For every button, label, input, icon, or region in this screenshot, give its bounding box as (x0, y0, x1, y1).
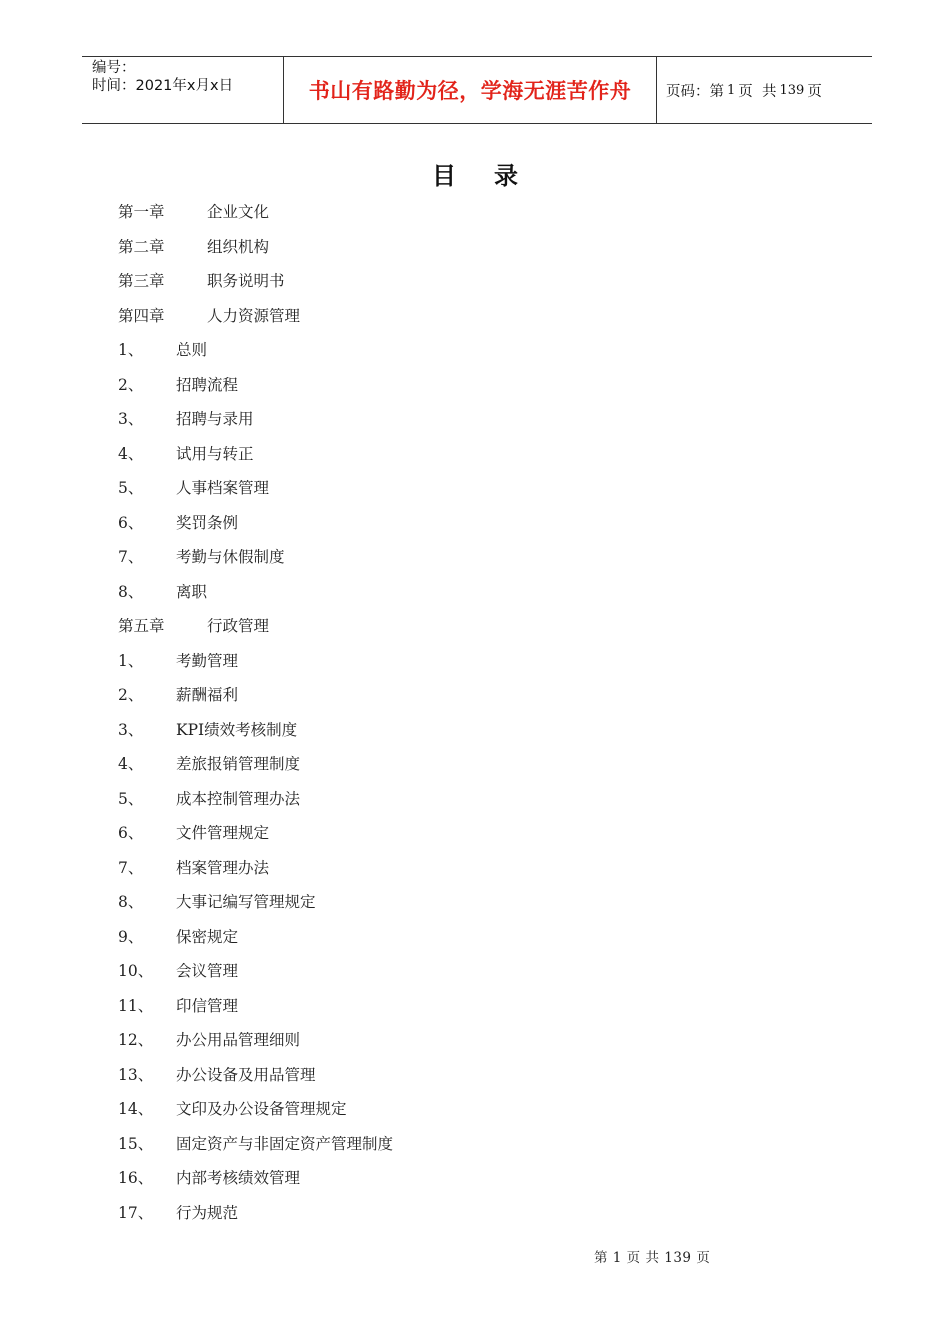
toc-number: 3、 (118, 720, 144, 739)
toc-item[interactable] (118, 959, 393, 994)
toc-item[interactable] (118, 821, 393, 856)
date-label: 时间：2021年x月x日 (92, 78, 234, 94)
toc-title: 会议管理 (176, 962, 239, 980)
toc-item[interactable] (118, 545, 393, 580)
toc-number: 1、 (118, 341, 144, 359)
toc-title: 办公用品管理细则 (176, 1031, 301, 1049)
toc-number: 第一章 (118, 203, 165, 221)
page-footer: 第 1 页 共 139 页 (594, 1250, 711, 1266)
toc-item[interactable] (118, 994, 393, 1029)
toc-title: 固定资产与非固定资产管理制度 (176, 1134, 394, 1153)
serial-number-label: 编号： (92, 60, 136, 76)
toc-item[interactable] (118, 718, 393, 753)
toc-title: 成本控制管理办法 (176, 789, 301, 808)
toc-title: 考勤与休假制度 (176, 548, 285, 566)
toc-item[interactable] (118, 925, 393, 960)
toc-number: 第三章 (118, 272, 165, 290)
toc-number: 13、 (118, 1065, 154, 1084)
toc-number: 17、 (118, 1203, 154, 1222)
toc-title: 内部考核绩效管理 (176, 1169, 301, 1187)
toc-title: 总则 (176, 341, 208, 359)
toc-item[interactable] (118, 511, 393, 546)
toc-item[interactable] (118, 856, 393, 891)
toc-title: 人事档案管理 (176, 479, 270, 497)
toc-title: 文印及办公设备管理规定 (176, 1100, 347, 1118)
toc-title: 招聘流程 (176, 375, 239, 394)
toc-number: 8、 (118, 582, 144, 601)
toc-item[interactable] (118, 1201, 393, 1236)
toc-number: 第四章 (118, 306, 165, 325)
toc-chapter[interactable] (118, 304, 393, 339)
toc-item[interactable] (118, 1097, 393, 1132)
toc-title: 组织机构 (207, 237, 270, 256)
toc-number: 1、 (118, 651, 144, 670)
page-prefix: 页码：第 (666, 83, 724, 100)
toc-chapter[interactable] (118, 235, 393, 270)
toc-number: 2、 (118, 375, 144, 394)
page-header (82, 56, 872, 124)
toc-title: 办公设备及用品管理 (176, 1065, 316, 1084)
toc-item[interactable] (118, 683, 393, 718)
toc-number: 5、 (118, 789, 144, 808)
toc-number: 7、 (118, 858, 144, 877)
toc-number: 10、 (118, 962, 154, 980)
toc-item[interactable] (118, 407, 393, 442)
toc-number: 第二章 (118, 237, 165, 256)
toc-title: 职务说明书 (207, 272, 285, 290)
toc-number: 16、 (118, 1169, 154, 1187)
toc-number: 7、 (118, 548, 144, 566)
toc-number: 11、 (118, 996, 154, 1015)
toc-title: 文件管理规定 (176, 824, 270, 842)
toc-item[interactable] (118, 787, 393, 822)
page-suffix: 页 (807, 83, 822, 100)
table-of-contents (118, 200, 393, 1235)
toc-number: 3、 (118, 410, 144, 428)
toc-number: 6、 (118, 824, 144, 842)
toc-item[interactable] (118, 1028, 393, 1063)
page-title: 目录 (432, 162, 556, 190)
toc-title: 奖罚条例 (176, 513, 239, 532)
toc-chapter[interactable] (118, 200, 393, 235)
page-total: 139 (779, 82, 805, 98)
toc-title: 人力资源管理 (207, 306, 301, 325)
toc-number: 第五章 (118, 617, 165, 635)
toc-item[interactable] (118, 1166, 393, 1201)
toc-number: 8、 (118, 893, 144, 911)
toc-title: 行政管理 (207, 617, 270, 635)
toc-title: 档案管理办法 (176, 858, 270, 877)
toc-title: 行为规范 (176, 1203, 239, 1222)
toc-number: 9、 (118, 927, 144, 946)
toc-chapter[interactable] (118, 614, 393, 649)
header-page-info (657, 57, 872, 123)
toc-title: 薪酬福利 (176, 686, 239, 704)
toc-title: 招聘与录用 (176, 410, 254, 428)
toc-title: 试用与转正 (176, 444, 254, 463)
toc-item[interactable] (118, 890, 393, 925)
toc-item[interactable] (118, 580, 393, 615)
toc-item[interactable] (118, 476, 393, 511)
page-current: 1 (727, 82, 736, 98)
toc-number: 2、 (118, 686, 144, 704)
toc-title: 差旅报销管理制度 (176, 755, 301, 773)
toc-number: 5、 (118, 479, 144, 497)
header-motto: 书山有路勤为径，学海无涯苦作舟 (283, 57, 657, 123)
page-mid: 页 共 (738, 83, 777, 100)
toc-number: 12、 (118, 1031, 154, 1049)
toc-number: 4、 (118, 444, 144, 463)
toc-item[interactable] (118, 1063, 393, 1098)
toc-title: 离职 (176, 582, 208, 601)
toc-number: 4、 (118, 755, 144, 773)
toc-item[interactable] (118, 752, 393, 787)
header-meta (82, 57, 283, 123)
toc-item[interactable] (118, 442, 393, 477)
toc-item[interactable] (118, 1132, 393, 1167)
toc-chapter[interactable] (118, 269, 393, 304)
toc-title: 企业文化 (207, 203, 270, 221)
toc-item[interactable] (118, 338, 393, 373)
toc-number: 14、 (118, 1100, 154, 1118)
toc-number: 6、 (118, 513, 144, 532)
toc-title: 考勤管理 (176, 651, 239, 670)
toc-title: 大事记编写管理规定 (176, 893, 316, 911)
toc-title: 保密规定 (176, 927, 239, 946)
toc-title: 印信管理 (176, 996, 239, 1015)
toc-item[interactable] (118, 373, 393, 408)
toc-item[interactable] (118, 649, 393, 684)
toc-number: 15、 (118, 1134, 154, 1153)
toc-title: KPI绩效考核制度 (176, 720, 298, 739)
